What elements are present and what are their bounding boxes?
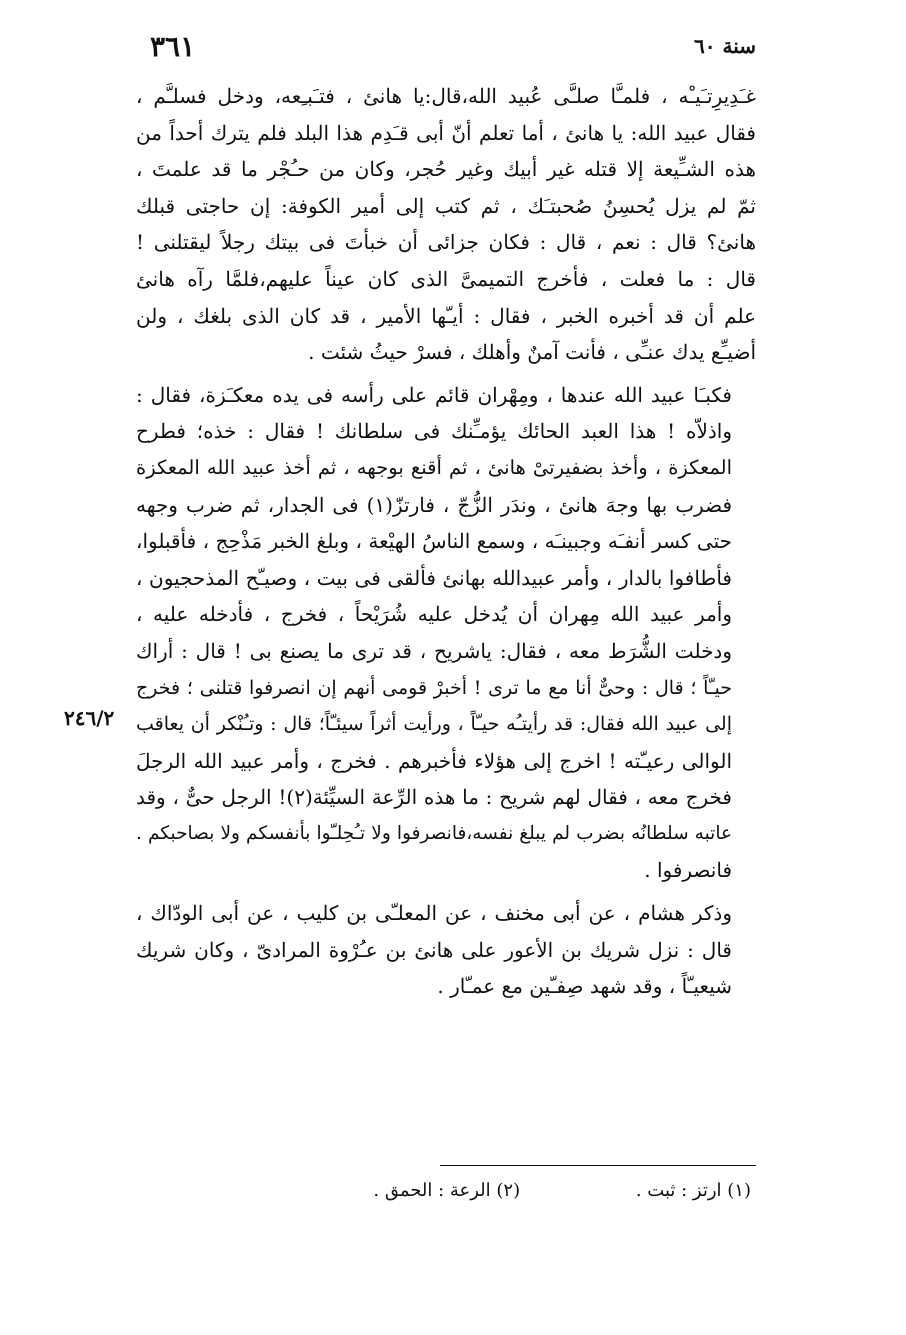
text-line: واذلاّه ! هذا العبد الحائك يؤمـِّنك فى سلطانك ! فقال : خذه؛ فطرح [136,419,732,444]
text-line: ثمّ لم يزل يُحسِنُ صُحبتـَك ، ثم كتب إلى أمير الكوفة: إن حاجتى قبلك [136,193,756,218]
text-line: علم أن قد أخبره الخبر ، فقال : أيـّها الأمير ، قد كان الذى بلغك ، ولن [136,303,756,328]
running-head-year: سنة ٦٠ [694,34,756,58]
paragraph-1 [136,78,756,371]
text-line: فأطافوا بالدار ، وأمر عبيدالله بهانئ فألقى فى بيت ، وصيـّح المذحجيون ، [136,565,732,590]
margin-reference-note: ٢٤٦/٢ [64,706,115,730]
text-line: غـَدِيرِتـَيـْه ، فلمـَّا صلـَّى عُبيد الله،قال:يا هانئ ، فتـَبـِعه، ودخل فسلـَّم ، [136,84,756,108]
text-line: هانئ؟ قال : نعم ، قال : فكان جزائى أن خبأتَ فى بيتك رجلاً ليقتلنى ! [136,230,756,255]
text-line: الوالى رعيـّته ! اخرج إلى هؤلاء فأخبرهم . فخرج ، وأمر عبيد الله الرجلَ [136,748,732,773]
text-line: فخرج معه ، فقال لهم شريح : ما هذه الرِّعة السيِّئة(٢)! الرجل حىٌّ ، وقد [136,785,732,810]
main-text-body [136,78,756,1011]
text-line: فكبـَا عبيد الله عندها ، ومِهْران قائم على رأسه فى يده معكـَزة، فقال : [136,382,732,407]
text-line: شيعيـّاً ، وقد شهد صِفـّين مع عمـّار . [437,974,732,999]
text-line: أضيـِّع يدك عنـِّى ، فأنت آمنٌ وأهلك ، فسرْ حيثُ شئت . [308,340,756,365]
text-line: هذه الشـِّيعة إلا قتله غير أبيك وغير حُجر، وكان من حـُجْر ما قد علمتَ ، [136,157,756,182]
text-line: حتى كسر أنفـَه وجبينـَه ، وسمع الناسُ الهيْعة ، وبلغ الخبر مَذْحِج ، فأقبلوا، [136,529,733,554]
paragraph-3 [136,895,756,1005]
footnote-1: (١) ارتز : ثبت . [635,1180,751,1201]
page-header [150,30,756,70]
text-line: ودخلت الشُّرَط معه ، فقال: ياشريح ، قد ترى ما يصنع بى ! قال : أراك [136,638,732,663]
text-line: عاتبه سلطانُه بضرب لم يبلغ نفسه،فانصرفوا ولا تـُحِلـّوا بأنفسكم ولا بصاحبكم . [136,822,732,844]
paragraph-2 [136,377,756,889]
footnotes [151,1180,751,1201]
footnote-2: (٢) الرعة : الحمق . [373,1180,521,1201]
text-line: فقال عبيد الله: يا هانئ ، أما تعلم أنّ أبى قـَدِم هذا البلد فلم يترك أحداً من [136,120,756,145]
text-line: إلى عبيد الله فقال: قد رأيتـُه حيـّاً ، ورأيت أثراً سيئـّاً؛ قال : وتـُنْكر أن يعاقب [136,713,732,736]
text-line: فانصرفوا . [644,858,732,883]
text-line: وأمر عبيد الله مِهران أن يُدخل عليه شُرَيْحاً ، فخرج ، فأدخله عليه ، [136,602,732,627]
text-line: قال : نزل شريك بن الأعور على هانئ بن عـُرْوة المرادىّ ، وكان شريك [136,937,732,962]
text-line: وذكر هشام ، عن أبى مخنف ، عن المعلـّى بن كليب ، عن أبى الودّاك ، [136,901,732,926]
text-line: قال : ما فعلت ، فأخرج التميمىَّ الذى كان عيناً عليهم،فلمَّا رآه هانئ [136,266,756,291]
page-number: ٣٦١ [150,30,196,63]
text-line: حيـّاً ؛ قال : وحىٌّ أنا مع ما ترى ! أخبرْ قومى أنهم إن انصرفوا قتلنى ؛ فخرج [136,676,732,699]
text-line: المعكزة ، وأخذ بضفيرتىْ هانئ ، ثم أقنع بوجهه ، ثم أخذ عبيد الله المعكزة [136,455,732,479]
text-line: فضرب بها وجهَ هانئ ، وندَر الزُّجّ ، فارتزّ(١) فى الجدار، ثم ضرب وجهه [136,492,732,517]
footnote-separator [440,1165,756,1166]
